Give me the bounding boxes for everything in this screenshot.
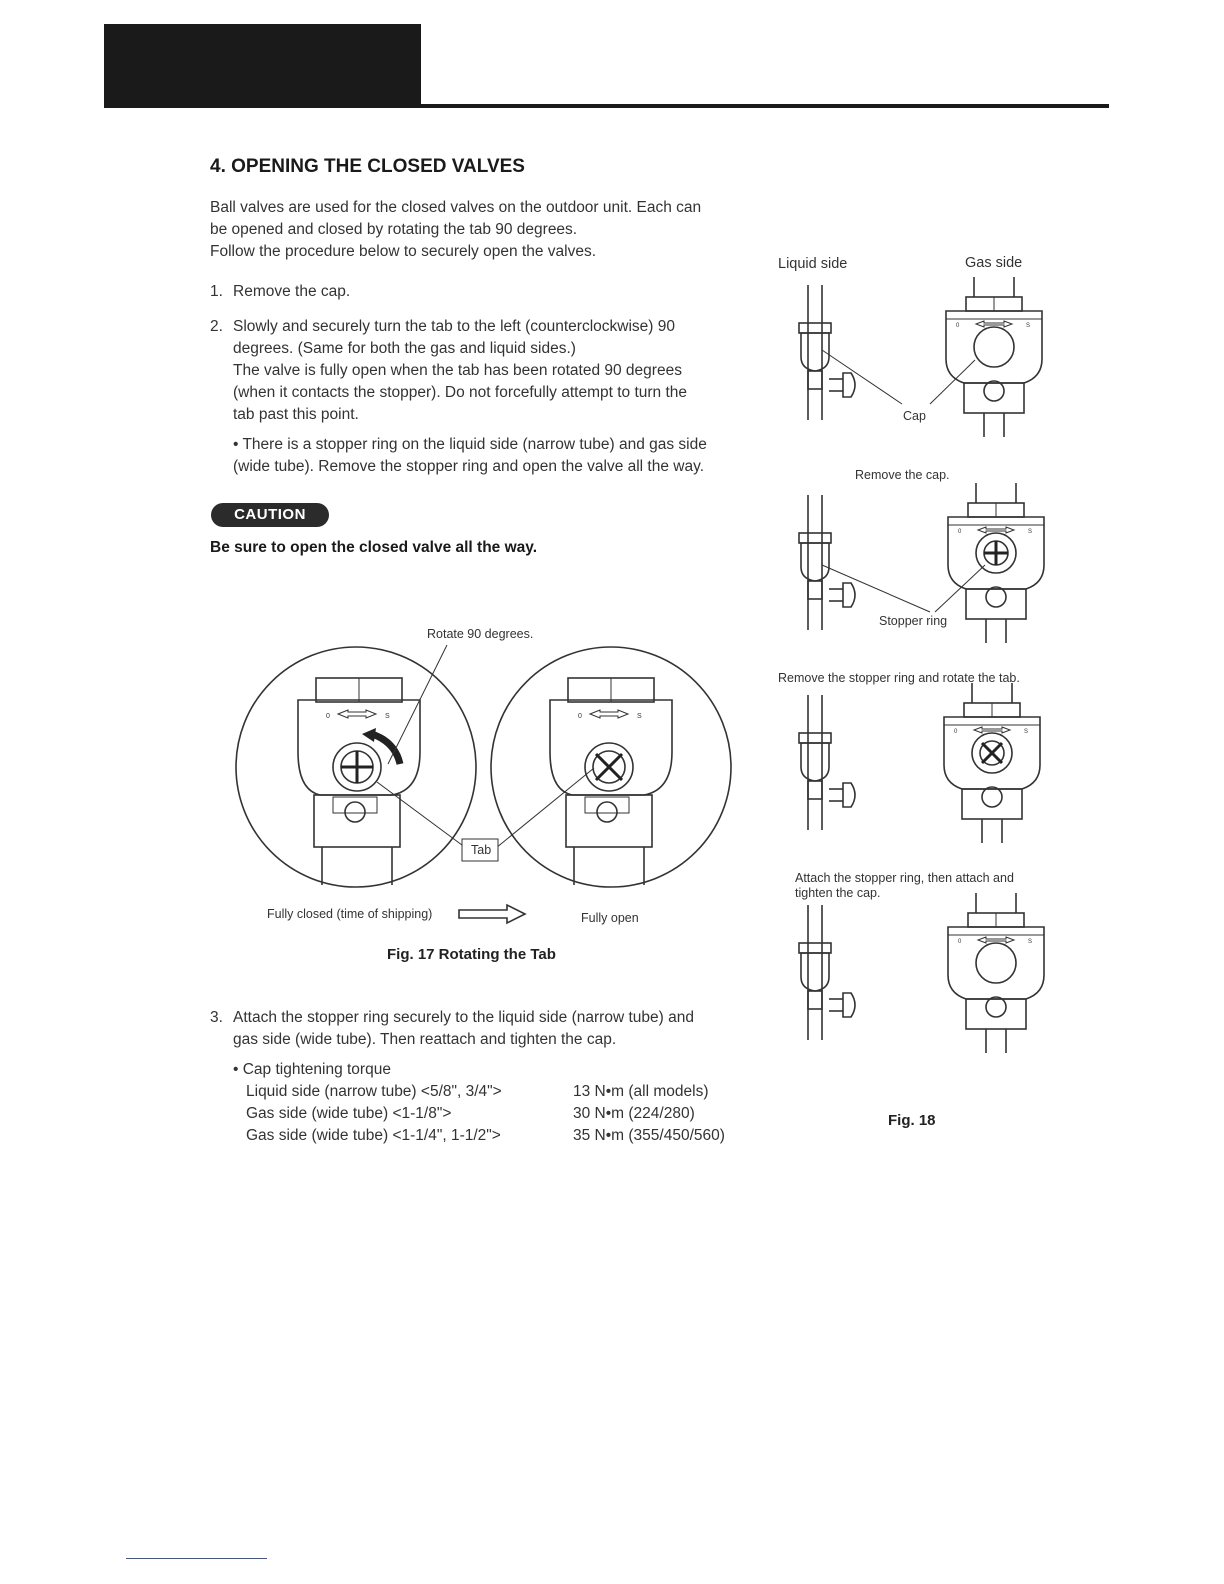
fig18-stage-cap	[799, 285, 855, 420]
step-3-line: gas side (wide tube). Then reattach and tighten the cap.	[233, 1031, 617, 1048]
cap-label: Cap	[903, 409, 926, 423]
svg-text:0: 0	[578, 713, 582, 720]
attach-stopper-label	[795, 871, 1014, 901]
fig18-stage-attach	[799, 905, 855, 1040]
step-2-line: tab past this point.	[233, 406, 359, 423]
intro-line: Follow the procedure below to securely open the valves.	[210, 243, 596, 260]
fig18-diagram: S	[0, 0, 1224, 1584]
fig18-stage-rotate-gas	[944, 683, 1040, 843]
fig18-caption: Fig. 18	[888, 1112, 936, 1129]
caution-text: Be sure to open the closed valve all the way.	[210, 539, 538, 556]
step-1-text: Remove the cap.	[233, 283, 351, 300]
intro-line: be opened and closed by rotating the tab 90 degrees.	[210, 221, 578, 238]
step-1-number: 1.	[210, 283, 223, 300]
attach-line: tighten the cap.	[795, 886, 881, 900]
svg-text:0: 0	[326, 713, 330, 720]
svg-text:S: S	[637, 713, 642, 720]
caution-badge: CAUTION	[211, 503, 329, 527]
step-2-number: 2.	[210, 318, 223, 335]
fig18-stage-cap-gas	[946, 277, 1042, 437]
tab-label: Tab	[471, 843, 492, 857]
torque-title: • Cap tightening torque	[233, 1061, 391, 1078]
step-2-line: (when it contacts the stopper). Do not forcefully attempt to turn the	[233, 384, 688, 401]
torque-row-value: 13 N•m (all models)	[573, 1083, 709, 1100]
fully-closed-label: Fully closed (time of shipping)	[267, 907, 433, 921]
fig18-stage-attach-gas	[948, 893, 1044, 1053]
bullet-line: (wide tube). Remove the stopper ring and open the valve all the way.	[233, 458, 705, 475]
footer-rule	[126, 1558, 267, 1559]
gas-side-label: Gas side	[965, 255, 1023, 271]
svg-text:S: S	[385, 713, 390, 720]
step-3-number: 3.	[210, 1009, 223, 1026]
liquid-side-label: Liquid side	[778, 256, 848, 272]
stopper-ring-label: Stopper ring	[879, 614, 948, 628]
attach-line: Attach the stopper ring, then attach and	[795, 871, 1014, 885]
torque-row-label: Gas side (wide tube) <1-1/4", 1-1/2">	[246, 1127, 501, 1144]
torque-row-value: 30 N•m (224/280)	[573, 1105, 695, 1122]
intro-line: Ball valves are used for the closed valves on the outdoor unit. Each can	[210, 199, 702, 216]
step-2-line: degrees. (Same for both the gas and liquid sides.)	[233, 340, 576, 357]
rotate-label: Rotate 90 degrees.	[427, 627, 534, 641]
step-2-line: The valve is fully open when the tab has been rotated 90 degrees	[233, 362, 682, 379]
fig17-caption: Fig. 17 Rotating the Tab	[387, 946, 556, 963]
step-3-line: Attach the stopper ring securely to the liquid side (narrow tube) and	[233, 1009, 694, 1026]
bullet-line: • There is a stopper ring on the liquid side (narrow tube) and gas side	[233, 436, 707, 453]
remove-stopper-label: Remove the stopper ring and rotate the tab.	[778, 671, 1020, 685]
fully-open-label: Fully open	[581, 911, 639, 925]
torque-row-label: Liquid side (narrow tube) <5/8", 3/4">	[246, 1083, 502, 1100]
torque-row-value: 35 N•m (355/450/560)	[573, 1127, 725, 1144]
fig18-stage-rotate	[799, 695, 855, 830]
section-title: 4. OPENING THE CLOSED VALVES	[210, 156, 525, 177]
fig18-stage-stopper	[799, 495, 855, 630]
remove-cap-label: Remove the cap.	[855, 468, 950, 482]
torque-row-label: Gas side (wide tube) <1-1/8">	[246, 1105, 452, 1122]
step-2-line: Slowly and securely turn the tab to the left (counterclockwise) 90	[233, 318, 675, 335]
